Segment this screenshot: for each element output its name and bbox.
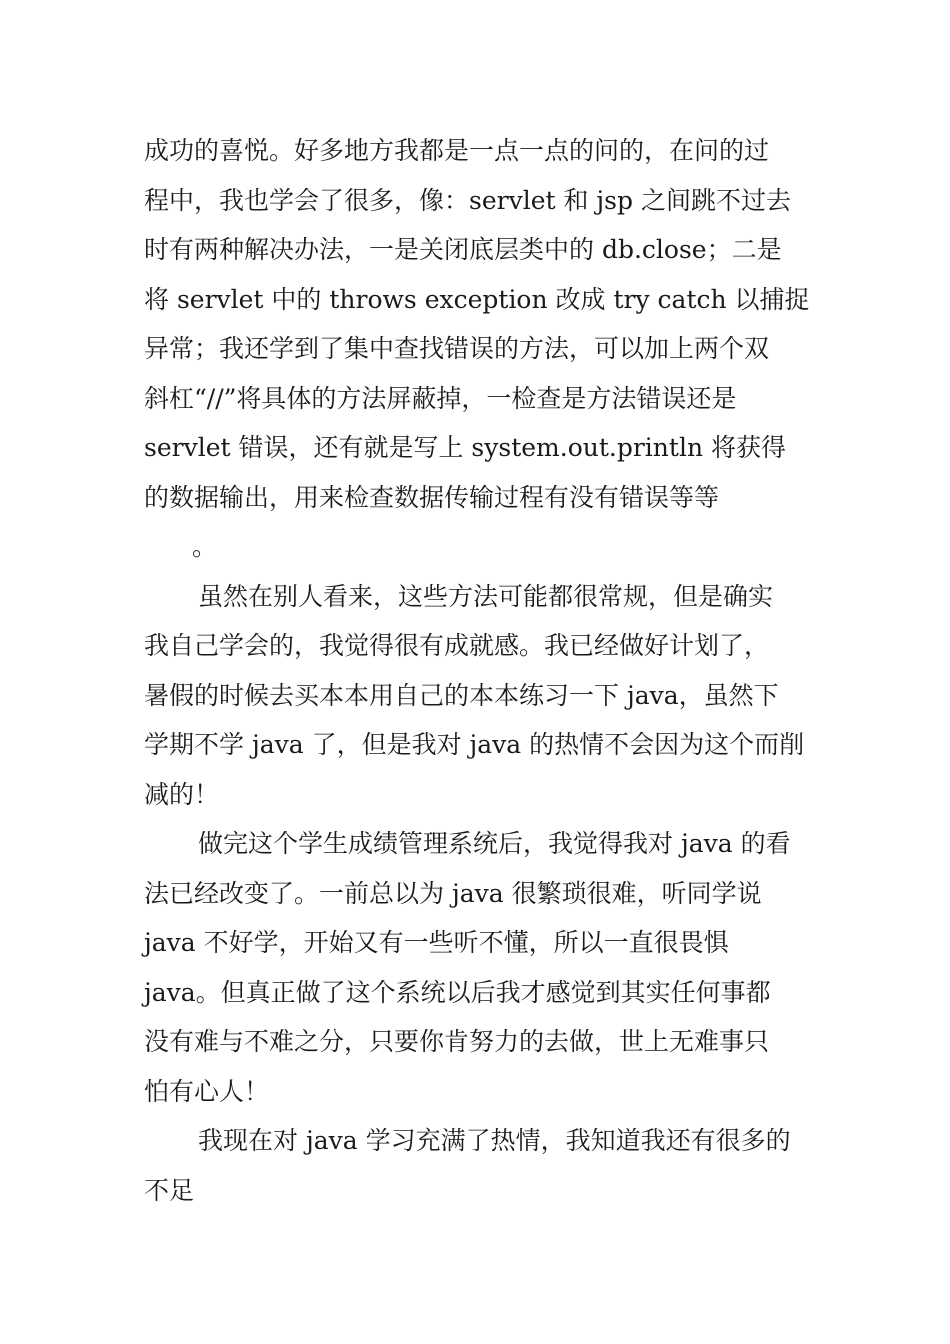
- text-line: 虽然在别人看来，这些方法可能都很常规，但是确实: [198, 581, 774, 611]
- text-line: 做完这个学生成绩管理系统后，我觉得我对 java 的看: [198, 829, 791, 858]
- paragraph-4: [144, 819, 810, 1116]
- text-line: 程中，我也学会了很多，像：servlet 和 jsp 之间跳不过去: [144, 185, 791, 215]
- text-line: 法已经改变了。一前总以为 java 很繁琐很难，听同学说: [144, 878, 762, 908]
- paragraph-5: [144, 1116, 810, 1215]
- text-line: 我现在对 java 学习充满了热情，我知道我还有很多的: [198, 1126, 791, 1155]
- paragraph-1: [144, 126, 810, 522]
- text-line: 将 servlet 中的 throws exception 改成 try catch 以捕捉: [144, 284, 810, 314]
- text-line: 时有两种解决办法，一是关闭底层类中的 db.close；二是: [144, 235, 782, 264]
- text-line: 学期不学 java 了，但是我对 java 的热情不会因为这个而削: [144, 730, 805, 759]
- text-line: 怕有心人！: [144, 1076, 270, 1106]
- text-line: java。但真正做了这个系统以后我才感觉到其实任何事都: [144, 977, 771, 1007]
- text-line: 暑假的时候去买本本用自己的本本练习一下 java，虽然下: [144, 680, 779, 710]
- text-line: 异常；我还学到了集中查找错误的方法，可以加上两个双: [144, 334, 770, 363]
- text-line: 不足: [144, 1175, 195, 1205]
- text-line: 我自己学会的，我觉得很有成就感。我已经做好计划了，: [144, 631, 770, 660]
- text-line: 减的！: [144, 779, 220, 809]
- text-line: java 不好学，开始又有一些听不懂，所以一直很畏惧: [144, 928, 729, 957]
- text-line: 斜杠“//”将具体的方法屏蔽掉，一检查是方法错误还是: [144, 383, 737, 413]
- body-text: [144, 126, 810, 1215]
- paragraph-2: [144, 522, 810, 572]
- text-line: 。: [192, 532, 218, 561]
- text-line: 的数据输出，用来检查数据传输过程有没有错误等等: [144, 482, 720, 512]
- text-line: 没有难与不难之分，只要你肯努力的去做，世上无难事只: [144, 1027, 770, 1056]
- text-line: servlet 错误，还有就是写上 system.out.println 将获得: [144, 433, 786, 462]
- paragraph-3: [144, 572, 810, 820]
- text-line: 成功的喜悦。好多地方我都是一点一点的问的，在问的过: [144, 136, 770, 165]
